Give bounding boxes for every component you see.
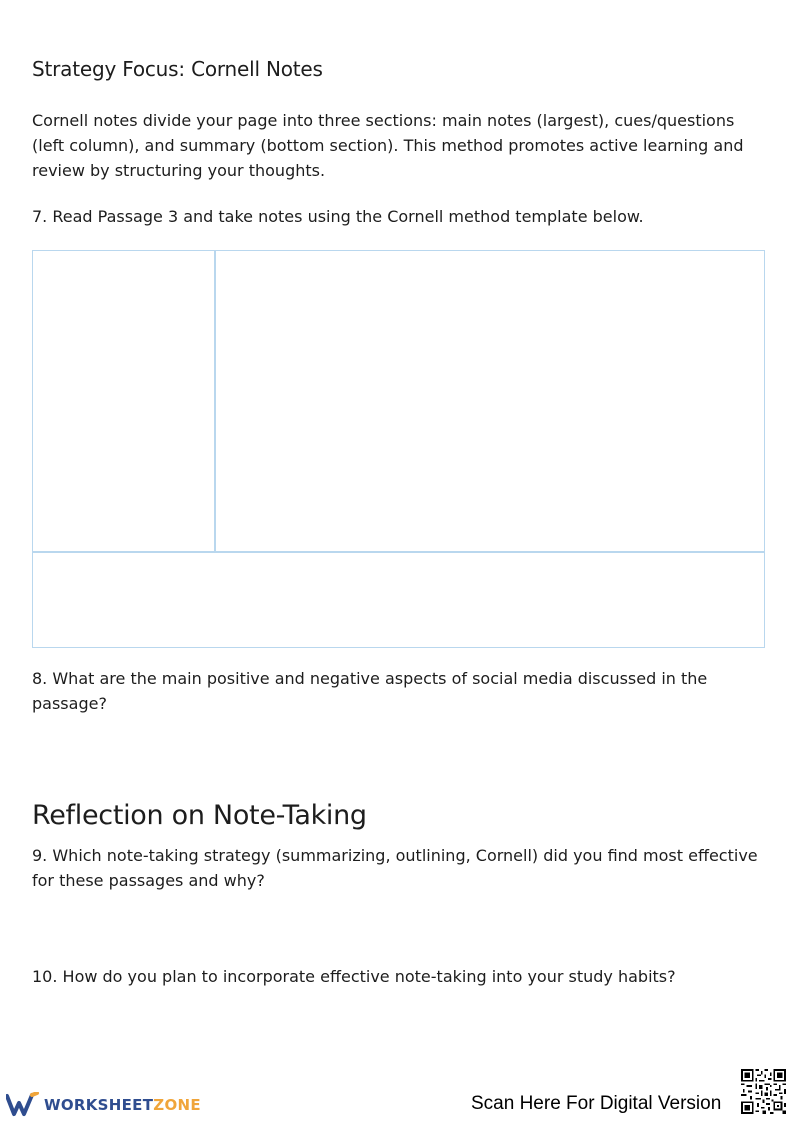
logo-word-zone: ZONE (153, 1096, 201, 1114)
logo-w-icon (6, 1092, 40, 1118)
cues-column-area[interactable] (33, 251, 216, 551)
qr-code-icon[interactable] (741, 1069, 786, 1114)
logo-wordmark (44, 1096, 201, 1114)
cornell-notes-template (32, 250, 765, 648)
summary-area[interactable] (33, 551, 764, 647)
question-9: 9. Which note-taking strategy (summarizing, outlining, Cornell) did you find most effective for these passages and why? (32, 846, 758, 890)
question-7: 7. Read Passage 3 and take notes using the Cornell method template below. (32, 207, 644, 226)
question-8: 8. What are the main positive and negative aspects of social media discussed in the passage? (32, 669, 708, 713)
worksheetzone-logo[interactable] (6, 1090, 201, 1120)
logo-word-worksheet: WORKSHEET (44, 1096, 154, 1114)
reflection-heading: Reflection on Note-Taking (32, 800, 367, 831)
strategy-description: Cornell notes divide your page into three sections: main notes (largest), cues/questions (left column), and summary (bottom section). This method promotes active learning and review by structuring your thoughts. (32, 111, 744, 180)
main-notes-area[interactable] (216, 251, 764, 551)
scan-instruction: Scan Here For Digital Version (471, 1093, 722, 1114)
section-heading-cornell: Strategy Focus: Cornell Notes (32, 57, 323, 81)
question-10: 10. How do you plan to incorporate effective note-taking into your study habits? (32, 967, 676, 986)
